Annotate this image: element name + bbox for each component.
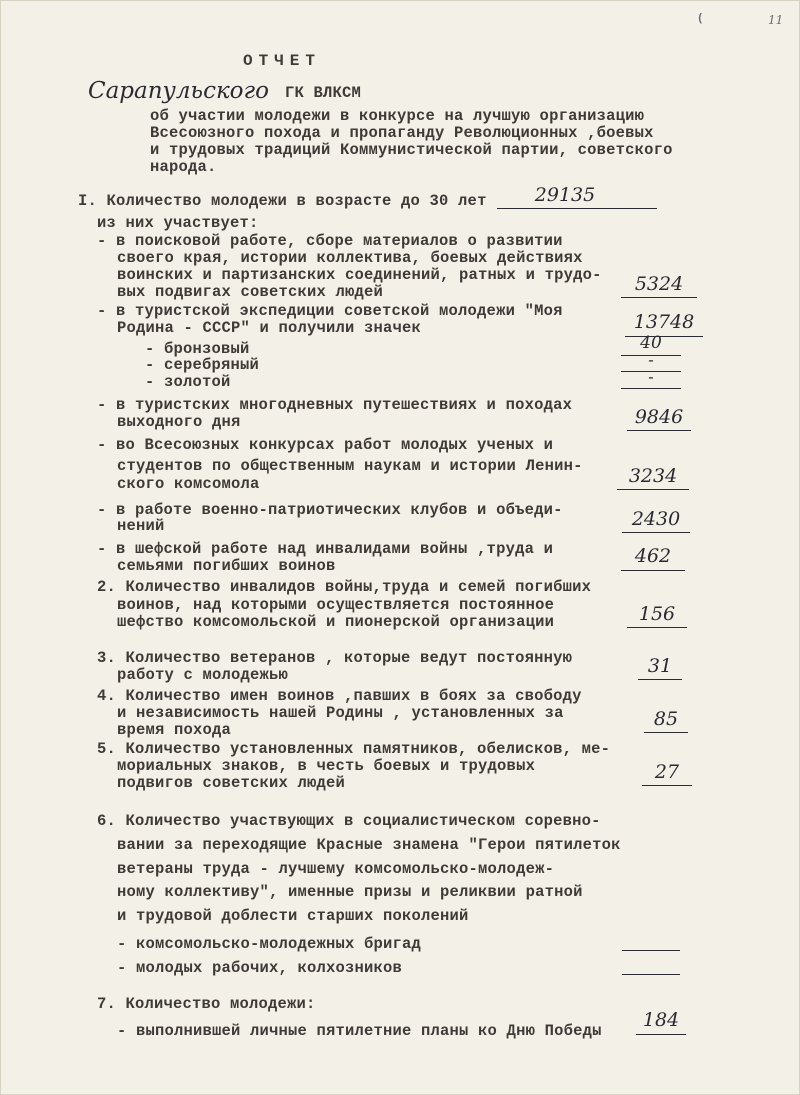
item-text-line: нений [117,517,165,535]
value-underline [622,532,690,533]
item-text-line: - в туристских многодневных путешествиях и походах [97,396,573,414]
item-text-line: - в работе военно-патриотических клубов и объеди- [97,501,563,519]
org-name-typed: ГК ВЛКСМ [285,84,362,102]
item-5-text: подвигов советских людей [117,774,346,792]
item-6-text: ветераны труда - лучшему комсомольско-молодеж- [117,860,555,878]
badge-silver-value: - [648,350,654,369]
item-text-line: семьями погибших воинов [117,557,336,575]
item-5-text: 5. Количество установленных памятников, обелисков, ме- [97,740,611,758]
subheading-participants: из них участвует: [97,214,259,232]
item-2-text: воинов, над которыми осуществляется постоянное [117,596,555,614]
item-1-value: 29135 [534,184,596,206]
item-2-value: 156 [638,603,676,625]
org-name-handwritten: Сарапульского [88,78,270,104]
item-4-text: 4. Количество имен воинов ,павших в боях за свободу [97,687,582,705]
workers-text: - молодых рабочих, колхозников [117,959,403,977]
item-4-text: и независимость нашей Родины , установленных за [117,704,564,722]
item-text-line: студентов по общественным наукам и истории Ленин- [117,457,583,475]
value-underline [642,785,692,786]
item-7-value: 184 [642,1009,680,1031]
item-4-text: время похода [117,721,232,739]
item-6-text: и трудовой доблести старших поколений [117,907,469,925]
item-7-text: 7. Количество молодежи: [97,995,316,1013]
item-value: 9846 [634,406,684,428]
item-text-line: - в поисковой работе, сборе материалов о развитии [97,232,563,250]
item-5-text: мориальных знаков, в честь боевых и трудовых [117,757,536,775]
item-3-value: 31 [647,655,673,677]
badge-gold: - золотой [145,373,231,391]
item-text-line: воинских и партизанских соединений, ратных и трудо- [117,266,602,284]
item-text-line: ского комсомола [117,475,260,493]
badge-gold-value: - [648,367,654,386]
brigades-text: - комсомольско-молодежных бригад [117,935,422,953]
item-6-text: ному коллективу", именные призы и реликвии ратной [117,883,583,901]
item-value: 13748 [633,311,695,333]
item-text-line: своего края, истории коллектива, боевых действиях [117,249,583,267]
item-value: 462 [634,545,672,567]
item-6-text: вании за переходящие Красные знамена "Герои пятилеток [117,836,621,854]
subtitle-line: об участии молодежи в конкурсе на лучшую организацию [150,107,645,125]
item-2-text: 2. Количество инвалидов войны,труда и семей погибших [97,578,592,596]
value-underline [622,974,680,975]
value-underline [622,950,680,951]
document-title: ОТЧЕТ [243,52,322,70]
item-text-line: - во Всесоюзных конкурсах работ молодых ученых и [97,436,554,454]
value-underline [627,627,687,628]
badge-bronze: - бронзовый [145,340,250,358]
item-4-value: 85 [653,708,679,730]
item-value: 2430 [631,508,681,530]
value-underline [627,430,691,431]
item-text-line: вых подвигах советских людей [117,283,384,301]
value-underline [621,570,685,571]
value-underline [497,208,657,209]
item-text-line: Родина - СССР" и получили значек [117,319,422,337]
badge-bronze-value: 40 [640,333,662,353]
item-3-text: работу с молодежью [117,666,289,684]
item-value: 5324 [634,273,684,295]
subtitle-line: Всесоюзного похода и пропаганду Революционных ,боевых [150,124,654,142]
item-text-line: выходного дня [117,413,241,431]
item-5-value: 27 [654,761,680,783]
item-text-line: - в шефской работе над инвалидами войны ,труда и [97,540,554,558]
subtitle-line: и трудовых традиций Коммунистической партии, советского [150,141,673,159]
value-underline [621,297,697,298]
value-underline [636,1034,686,1035]
value-underline [617,489,689,490]
item-6-text: 6. Количество участвующих в социалистическом соревно- [97,812,601,830]
item-text-line: - в туристской экспедиции советской молодежи "Моя [97,302,563,320]
item-value: 3234 [628,465,678,487]
value-underline [638,679,682,680]
value-underline [621,388,681,389]
item-7-subtext: - выполнившей личные пятилетние планы ко Дню Победы [117,1022,602,1040]
corner-mark: ( [697,13,704,25]
subtitle-line: народа. [150,158,217,176]
item-2-text: шефство комсомольской и пионерской организации [117,613,555,631]
page-number: 11 [768,13,784,27]
value-underline [644,732,688,733]
badge-silver: - серебряный [145,356,260,374]
item-3-text: 3. Количество ветеранов , которые ведут постоянную [97,649,573,667]
item-1-text: I. Количество молодежи в возрасте до 30 лет [78,192,487,210]
